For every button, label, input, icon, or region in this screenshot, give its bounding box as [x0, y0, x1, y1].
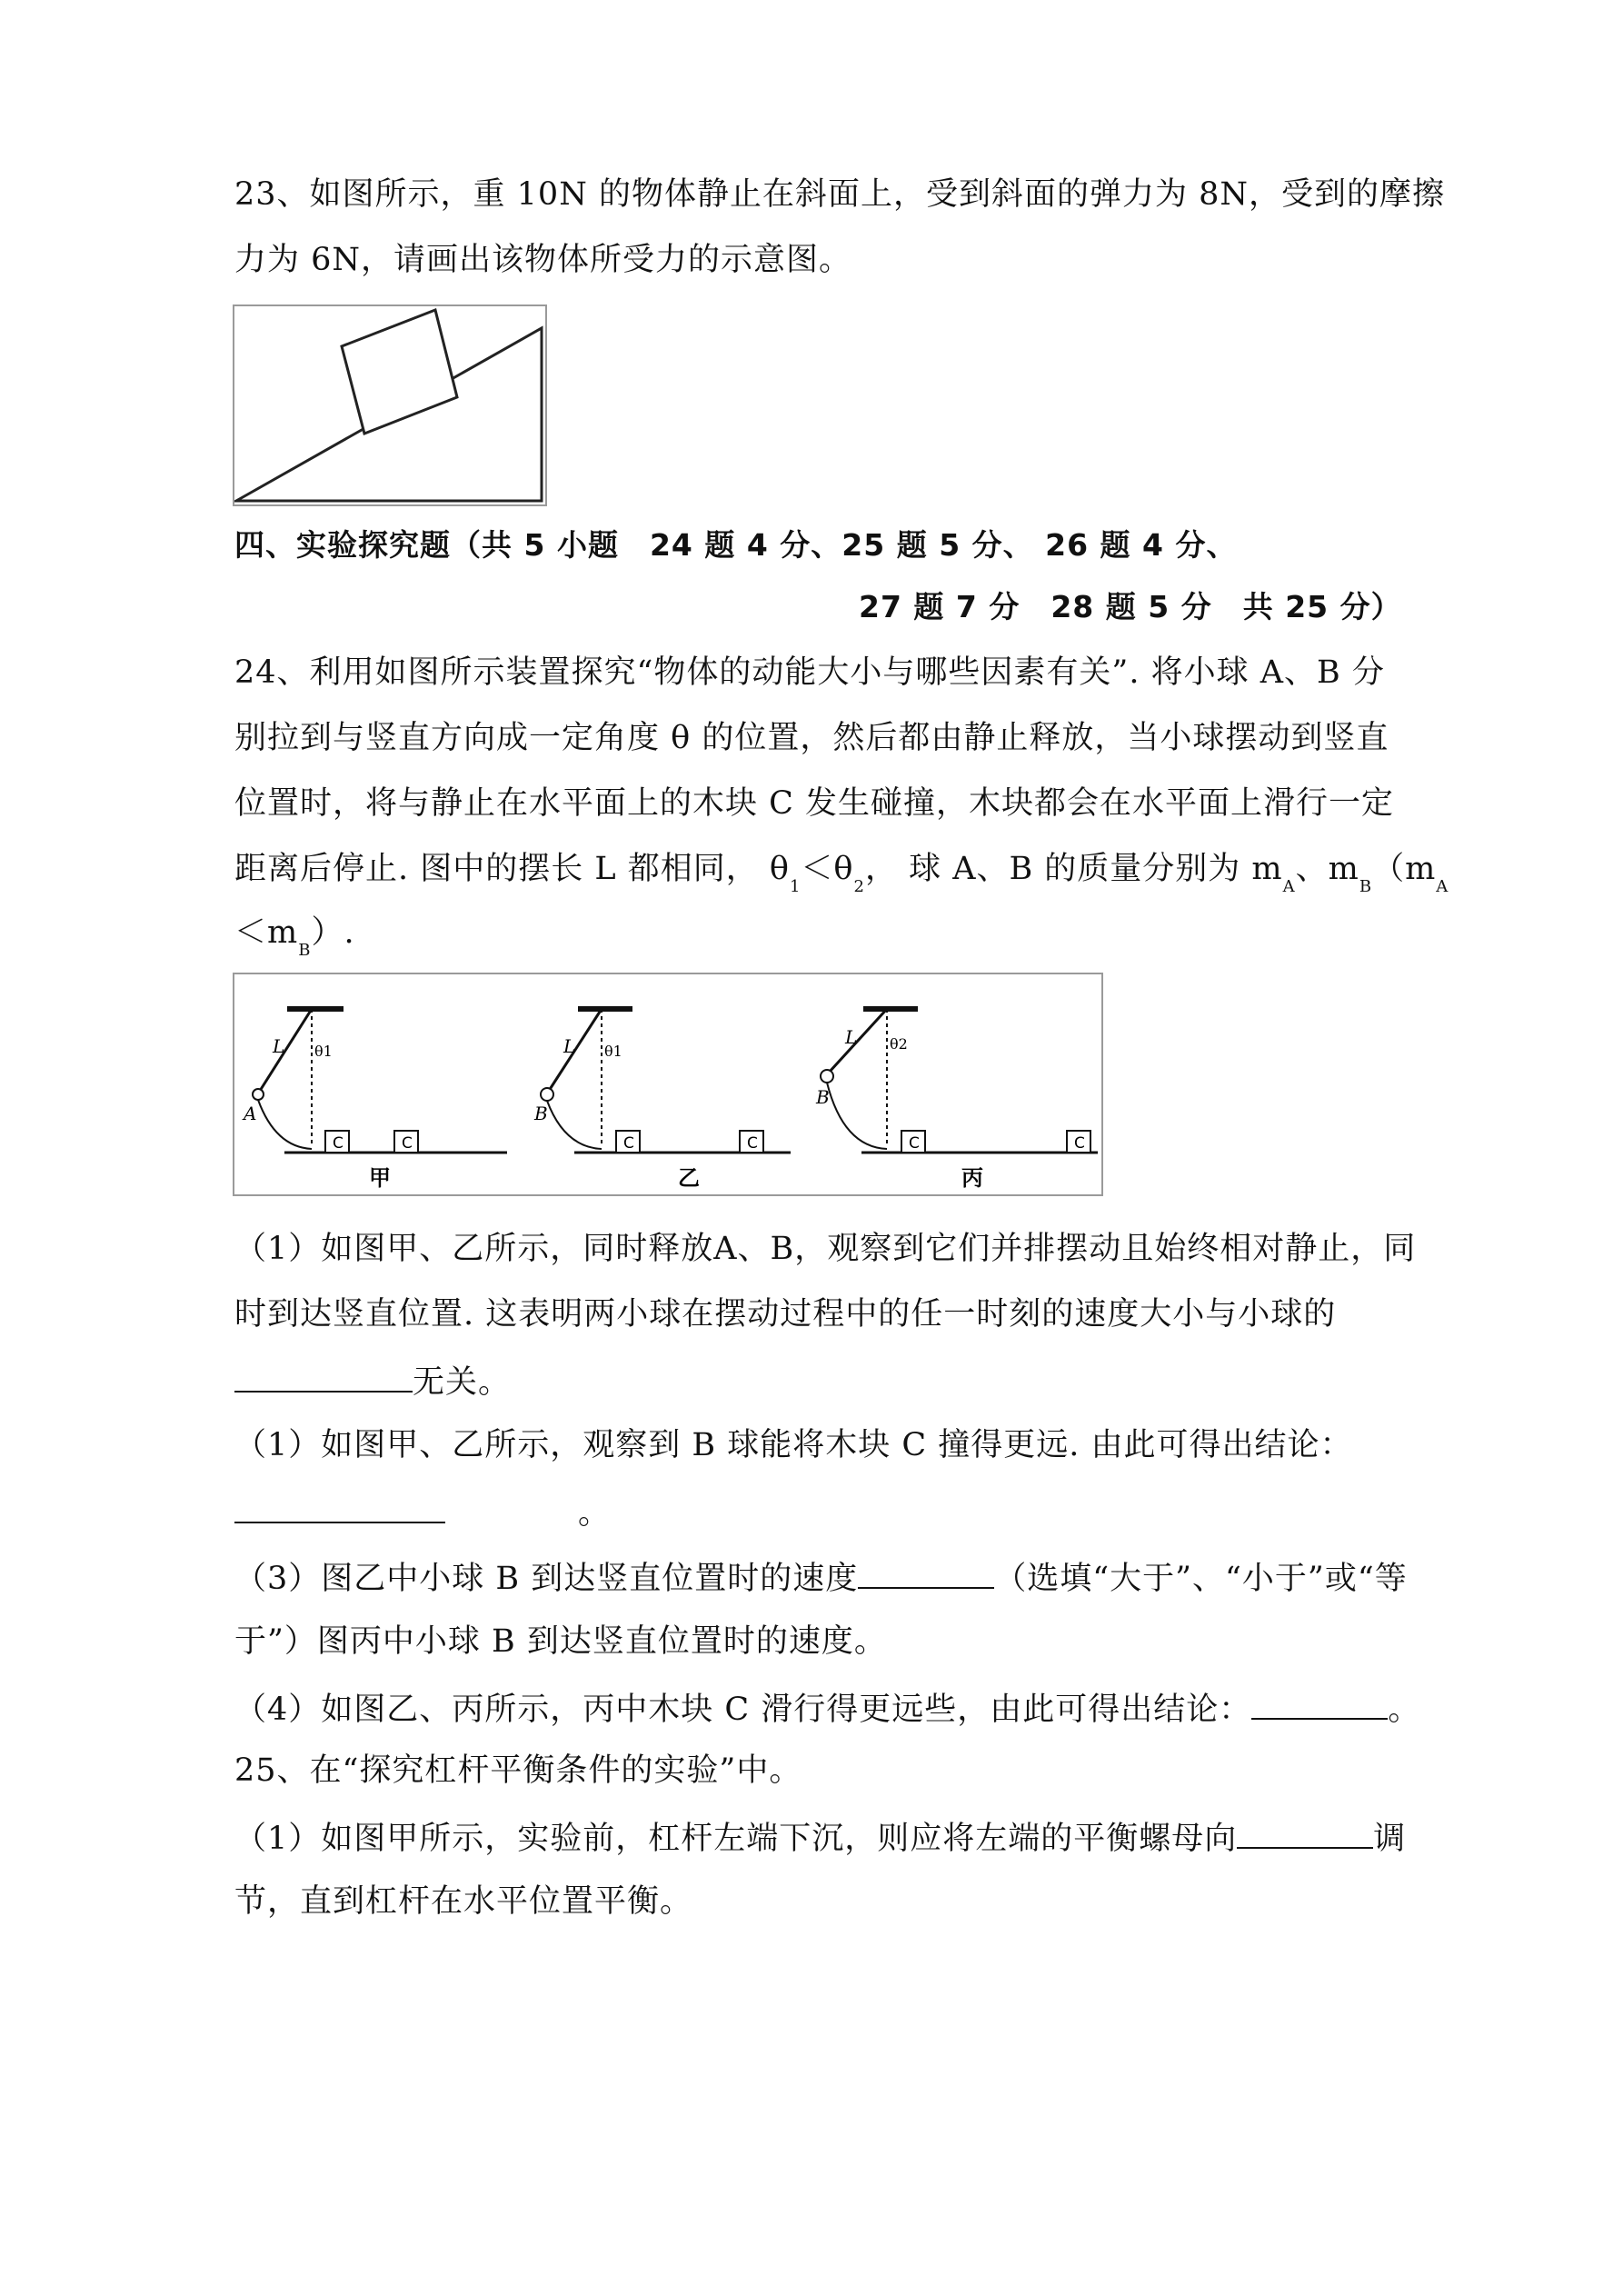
q24-line-5-part-b: ）.	[311, 914, 355, 951]
q24-part-1-line-3	[234, 1360, 511, 1403]
caption-jia: 甲	[369, 1165, 391, 1191]
q24-part-4-line-1	[234, 1687, 1420, 1730]
q24-part-1-line-1: （1）如图甲、乙所示，同时释放A、B，观察到它们并排摆动且始终相对静止，同	[234, 1231, 1417, 1267]
pendulum-ball	[253, 1089, 264, 1100]
theta-1-subscript: 1	[789, 877, 802, 896]
pendulum-string	[260, 1009, 312, 1091]
q23-line-2: 力为 6N，请画出该物体所受力的示意图。	[234, 242, 852, 278]
caption-bing: 丙	[961, 1165, 983, 1191]
q24-line-4-part-e: （m	[1372, 851, 1437, 887]
mass-b-subscript: B	[1359, 877, 1373, 896]
q24-line-1: 24、利用如图所示装置探究“物体的动能大小与哪些因素有关”. 将小球 A、B 分	[234, 654, 1385, 691]
q24-part-1-suffix: 无关。	[413, 1364, 512, 1401]
q24-line-5-part-a: ＜m	[234, 914, 299, 951]
ball-label: B	[534, 1103, 548, 1124]
q24-part-3-text-b: （选填“大于”、“小于”或“等	[994, 1561, 1408, 1597]
angle-label: θ2	[890, 1035, 908, 1053]
section-heading-line-1: 四、实验探究题（共 5 小题 24 题 4 分、25 题 5 分、 26 题 4 分、	[234, 527, 1238, 563]
pendulum-string	[829, 1009, 887, 1073]
ball-label: A	[244, 1103, 257, 1124]
answer-blank[interactable]	[1251, 1687, 1388, 1720]
block-c-label: C	[747, 1134, 758, 1153]
q25-part-1-text-b: 调	[1373, 1821, 1407, 1857]
answer-blank[interactable]	[234, 1360, 413, 1393]
section-heading-line-2: 27 题 7 分 28 题 5 分 共 25 分）	[859, 589, 1402, 624]
mass-b-subscript-2: B	[298, 941, 312, 960]
length-label: L	[563, 1035, 576, 1057]
q24-part-2-period: 。	[578, 1495, 612, 1532]
block-on-incline	[342, 310, 457, 434]
block-c-label: C	[333, 1134, 344, 1153]
block-c-label: C	[402, 1134, 413, 1153]
q24-line-2: 别拉到与竖直方向成一定角度 θ 的位置，然后都由静止释放，当小球摆动到竖直	[234, 720, 1389, 756]
q24-line-5	[234, 913, 355, 958]
pendulum-figure	[233, 973, 1103, 1196]
length-label: L	[273, 1035, 285, 1057]
q24-part-2-line-2	[234, 1491, 611, 1533]
q24-part-3-text-a: （3）图乙中小球 B 到达竖直位置时的速度	[234, 1561, 859, 1597]
q24-line-4-part-c: ， 球 A、B 的质量分别为 m	[864, 851, 1283, 887]
swing-path	[547, 1101, 602, 1149]
ball-label: B	[816, 1086, 830, 1108]
q25-part-1-line-2: 节，直到杠杆在水平位置平衡。	[234, 1883, 693, 1920]
swing-path	[827, 1083, 887, 1149]
panel-yi	[533, 1009, 791, 1191]
pendulum-ball	[821, 1070, 833, 1083]
answer-blank[interactable]	[858, 1556, 994, 1589]
q25-line-1: 25、在“探究杠杆平衡条件的实验”中。	[234, 1752, 802, 1789]
q24-line-4-part-b: ＜θ	[801, 851, 854, 887]
q24-line-4-part-a: 距离后停止. 图中的摆长 L 都相同， θ	[234, 851, 790, 887]
angle-label: θ1	[604, 1043, 622, 1060]
mass-a-subscript-2: A	[1436, 877, 1449, 896]
q24-part-2-line-1: （1）如图甲、乙所示，观察到 B 球能将木块 C 撞得更远. 由此可得出结论：	[234, 1427, 1353, 1463]
q24-line-3: 位置时，将与静止在水平面上的木块 C 发生碰撞，木块都会在水平面上滑行一定	[234, 785, 1395, 822]
incline-figure	[233, 304, 547, 506]
angle-label: θ1	[314, 1043, 333, 1060]
q24-line-4-part-d: 、m	[1295, 851, 1359, 887]
caption-yi: 乙	[678, 1165, 700, 1191]
q24-part-4-text-a: （4）如图乙、丙所示，丙中木块 C 滑行得更远些，由此可得出结论：	[234, 1692, 1252, 1728]
pendulum-diagram	[234, 974, 1101, 1194]
q24-part-1-line-2: 时到达竖直位置. 这表明两小球在摆动过程中的任一时刻的速度大小与小球的	[234, 1296, 1337, 1333]
length-label: L	[845, 1026, 858, 1048]
incline-diagram	[234, 306, 545, 504]
panel-jia	[242, 1009, 507, 1191]
block-c-label: C	[909, 1134, 920, 1153]
theta-2-subscript: 2	[853, 877, 865, 896]
q25-part-1-text-a: （1）如图甲所示，实验前，杠杆左端下沉，则应将左端的平衡螺母向	[234, 1821, 1238, 1857]
panel-bing	[815, 1009, 1098, 1191]
answer-blank[interactable]	[234, 1491, 445, 1523]
block-c-label: C	[623, 1134, 634, 1153]
pendulum-ball	[541, 1088, 553, 1101]
answer-blank[interactable]	[1237, 1816, 1373, 1849]
q24-part-4-period: 。	[1388, 1692, 1421, 1728]
q24-part-3-line-2: 于”）图丙中小球 B 到达竖直位置时的速度。	[234, 1623, 887, 1660]
q24-line-4	[234, 849, 1449, 894]
q23-line-1: 23、如图所示，重 10N 的物体静止在斜面上，受到斜面的弹力为 8N，受到的摩擦	[234, 176, 1445, 213]
mass-a-subscript: A	[1282, 877, 1296, 896]
q25-part-1-line-1	[234, 1816, 1406, 1859]
swing-path	[258, 1100, 312, 1149]
block-c-label: C	[1074, 1134, 1085, 1153]
q24-part-3-line-1	[234, 1556, 1408, 1599]
